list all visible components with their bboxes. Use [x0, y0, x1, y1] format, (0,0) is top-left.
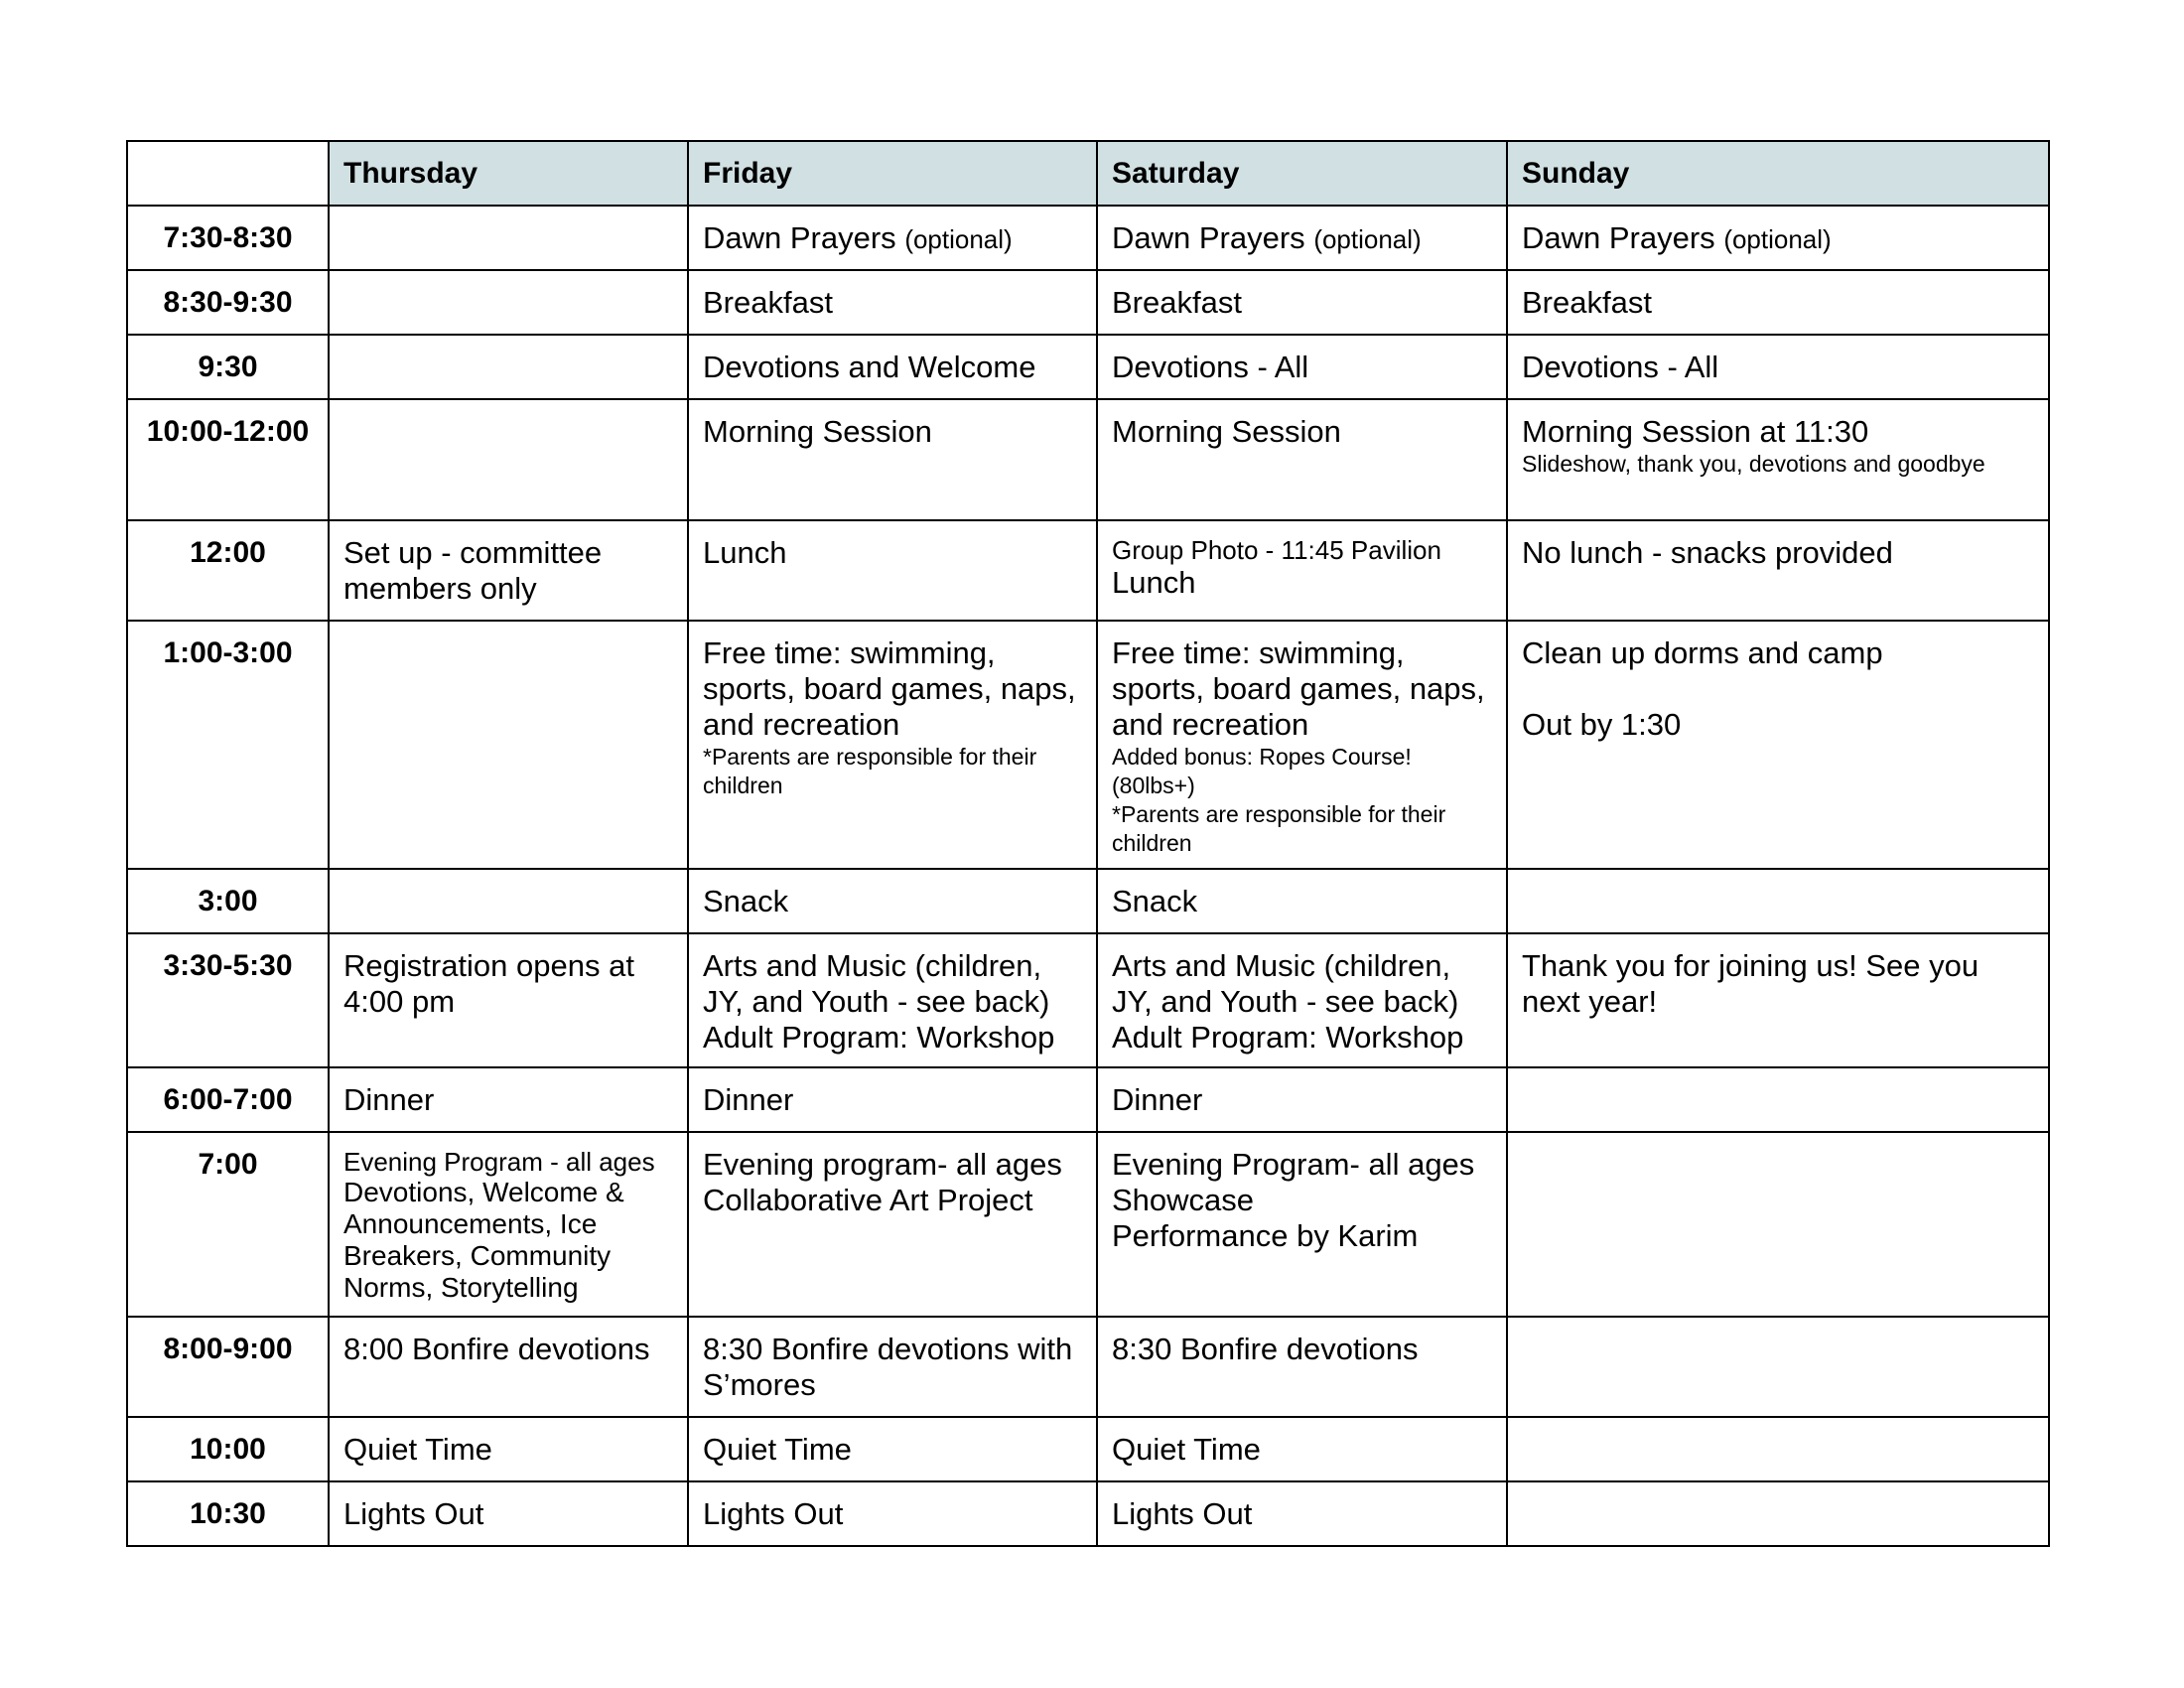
cell-note-text: (optional) — [1313, 224, 1422, 254]
cell-sunday — [1507, 399, 2049, 520]
cell-thursday — [329, 335, 688, 399]
cell-thursday: Dinner — [329, 1067, 688, 1132]
time-cell: 7:30-8:30 — [127, 206, 329, 270]
time-cell: 9:30 — [127, 335, 329, 399]
cell-note-text: (optional) — [1723, 224, 1832, 254]
table-row — [127, 1067, 2049, 1132]
corner-cell — [127, 141, 329, 206]
header-row — [127, 141, 2049, 206]
table-row — [127, 270, 2049, 335]
cell-spacer — [1522, 671, 2034, 707]
cell-main-text: Lunch — [1112, 565, 1196, 600]
table-row — [127, 933, 2049, 1067]
cell-saturday: Snack — [1097, 869, 1507, 933]
time-cell: 1:00-3:00 — [127, 621, 329, 869]
cell-line-2: Out by 1:30 — [1522, 707, 1682, 742]
cell-friday — [688, 621, 1097, 869]
cell-line-2: Adult Program: Workshop — [703, 1020, 1055, 1055]
cell-line-2: Collaborative Art Project — [703, 1183, 1033, 1217]
cell-friday — [688, 206, 1097, 270]
table-row — [127, 1317, 2049, 1417]
cell-note-text: (optional) — [904, 224, 1013, 254]
cell-line-3: Performance by Karim — [1112, 1218, 1419, 1253]
cell-friday: Lunch — [688, 520, 1097, 621]
cell-saturday: Quiet Time — [1097, 1417, 1507, 1481]
table-row — [127, 335, 2049, 399]
cell-friday: 8:30 Bonfire devotions with S’mores — [688, 1317, 1097, 1417]
cell-thursday — [329, 621, 688, 869]
cell-main-text: Dawn Prayers — [703, 220, 896, 255]
time-cell: 3:30-5:30 — [127, 933, 329, 1067]
cell-friday: Morning Session — [688, 399, 1097, 520]
cell-line-1: Clean up dorms and camp — [1522, 635, 1883, 670]
cell-sunday — [1507, 1132, 2049, 1317]
cell-main-text: Dawn Prayers — [1112, 220, 1305, 255]
cell-saturday: Lights Out — [1097, 1481, 1507, 1546]
cell-saturday: Devotions - All — [1097, 335, 1507, 399]
cell-main-text: Devotions, Welcome & Announcements, Ice Breakers, Community Norms, Storytelling — [343, 1177, 624, 1303]
cell-thursday: 8:00 Bonfire devotions — [329, 1317, 688, 1417]
cell-friday: Dinner — [688, 1067, 1097, 1132]
time-cell: 7:00 — [127, 1132, 329, 1317]
cell-main-text: Morning Session at 11:30 — [1522, 414, 1869, 449]
cell-note-text: Group Photo - 11:45 Pavilion — [1112, 535, 1441, 565]
cell-line-2: Showcase — [1112, 1183, 1255, 1217]
cell-sunday: Breakfast — [1507, 270, 2049, 335]
cell-saturday: Dinner — [1097, 1067, 1507, 1132]
cell-saturday — [1097, 520, 1507, 621]
cell-note-text: *Parents are responsible for their children — [703, 744, 1037, 798]
cell-bonus-text: Added bonus: Ropes Course! (80lbs+) — [1112, 744, 1412, 798]
day-header-sunday: Sunday — [1507, 141, 2049, 206]
cell-thursday — [329, 270, 688, 335]
cell-sunday — [1507, 1481, 2049, 1546]
cell-line-1: Arts and Music (children, JY, and Youth - see back) — [703, 948, 1050, 1019]
cell-sunday — [1507, 1417, 2049, 1481]
cell-note-text: *Parents are responsible for their children — [1112, 801, 1446, 856]
day-header-friday: Friday — [688, 141, 1097, 206]
cell-friday: Devotions and Welcome — [688, 335, 1097, 399]
cell-saturday — [1097, 206, 1507, 270]
cell-sunday — [1507, 621, 2049, 869]
schedule-table — [126, 140, 2050, 1547]
day-header-saturday: Saturday — [1097, 141, 1507, 206]
cell-thursday: Set up - committee members only — [329, 520, 688, 621]
cell-friday: Breakfast — [688, 270, 1097, 335]
cell-saturday — [1097, 933, 1507, 1067]
cell-note-text: Slideshow, thank you, devotions and goodbye — [1522, 451, 1985, 477]
cell-friday — [688, 1132, 1097, 1317]
cell-saturday: Morning Session — [1097, 399, 1507, 520]
day-header-thursday: Thursday — [329, 141, 688, 206]
cell-line-2: Adult Program: Workshop — [1112, 1020, 1464, 1055]
cell-friday: Snack — [688, 869, 1097, 933]
cell-sunday — [1507, 206, 2049, 270]
cell-thursday — [329, 206, 688, 270]
cell-saturday: 8:30 Bonfire devotions — [1097, 1317, 1507, 1417]
time-cell: 8:30-9:30 — [127, 270, 329, 335]
table-row — [127, 621, 2049, 869]
cell-thursday — [329, 399, 688, 520]
cell-thursday: Lights Out — [329, 1481, 688, 1546]
table-row — [127, 1417, 2049, 1481]
cell-line-1: Evening Program- all ages — [1112, 1147, 1475, 1182]
time-cell: 12:00 — [127, 520, 329, 621]
cell-thursday: Quiet Time — [329, 1417, 688, 1481]
cell-thursday: Registration opens at 4:00 pm — [329, 933, 688, 1067]
cell-thursday — [329, 1132, 688, 1317]
cell-main-text: Dawn Prayers — [1522, 220, 1715, 255]
cell-friday: Lights Out — [688, 1481, 1097, 1546]
cell-friday — [688, 933, 1097, 1067]
cell-note-text: Evening Program - all ages — [343, 1147, 655, 1177]
table-row — [127, 869, 2049, 933]
cell-sunday: Thank you for joining us! See you next year! — [1507, 933, 2049, 1067]
cell-main-text: Free time: swimming, sports, board games, naps, and recreation — [703, 635, 1076, 742]
cell-saturday — [1097, 621, 1507, 869]
time-cell: 10:30 — [127, 1481, 329, 1546]
table-row — [127, 399, 2049, 520]
cell-saturday: Breakfast — [1097, 270, 1507, 335]
cell-sunday — [1507, 1317, 2049, 1417]
cell-sunday: Devotions - All — [1507, 335, 2049, 399]
cell-main-text: Free time: swimming, sports, board games, naps, and recreation — [1112, 635, 1485, 742]
table-row — [127, 1132, 2049, 1317]
cell-sunday — [1507, 1067, 2049, 1132]
cell-thursday — [329, 869, 688, 933]
table-row — [127, 520, 2049, 621]
time-cell: 3:00 — [127, 869, 329, 933]
cell-friday: Quiet Time — [688, 1417, 1097, 1481]
time-cell: 10:00 — [127, 1417, 329, 1481]
time-cell: 10:00-12:00 — [127, 399, 329, 520]
cell-sunday: No lunch - snacks provided — [1507, 520, 2049, 621]
cell-sunday — [1507, 869, 2049, 933]
cell-line-1: Arts and Music (children, JY, and Youth - see back) — [1112, 948, 1459, 1019]
table-row — [127, 206, 2049, 270]
table-row — [127, 1481, 2049, 1546]
time-cell: 6:00-7:00 — [127, 1067, 329, 1132]
cell-saturday — [1097, 1132, 1507, 1317]
cell-line-1: Evening program- all ages — [703, 1147, 1062, 1182]
time-cell: 8:00-9:00 — [127, 1317, 329, 1417]
